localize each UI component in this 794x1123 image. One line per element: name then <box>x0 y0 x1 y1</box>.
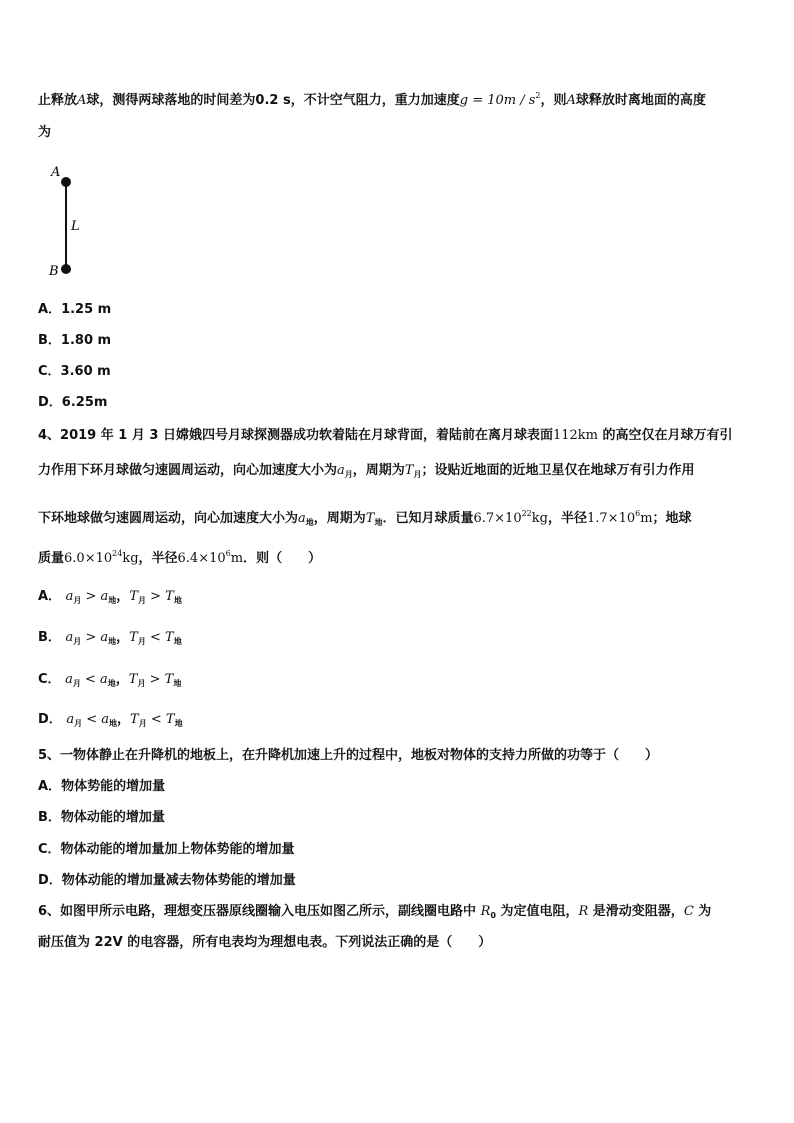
q4-option-c[interactable]: C． $a_月 < a_地$，$T_月 > T_地$ <box>38 672 182 688</box>
label-l: L <box>71 219 80 234</box>
q5-option-b[interactable]: B．物体动能的增加量 <box>38 810 165 825</box>
q4-stem-line-1: 4、2019 年 1 月 3 日嫦娥四号月球探测器成功软着陆在月球背面，着陆前在离月球表面112km 的高空仅在月球万有引 <box>38 428 733 443</box>
q4-stem-line-4: 质量$6.0\times 10^{24}kg$，半径$6.4\times 10^6m$．则（ ） <box>38 549 322 566</box>
q4-stem-line-3: 下环地球做匀速圆周运动，向心加速度大小为$a_地$，周期为$T_地$．已知月球质量$6.7\times 10^{22}kg$，半径$1.7\times 10^6m$；地球 <box>38 509 692 527</box>
label-b: B <box>49 264 59 279</box>
q3-option-c[interactable]: C．3.60 m <box>38 364 111 379</box>
q4-option-a[interactable]: A． $a_月 > a_地$，$T_月 > T_地$ <box>38 589 182 605</box>
q4-stem-line-2: 力作用下环月球做匀速圆周运动，向心加速度大小为$a_月$，周期为$T_月$；设贴近地面的近地卫星仅在地球万有引力作用 <box>38 463 695 479</box>
q3-stem-line-2: 为 <box>38 125 52 140</box>
label-a: A <box>51 165 61 180</box>
q3-option-d[interactable]: D．6.25m <box>38 395 108 410</box>
q3-option-a[interactable]: A．1.25 m <box>38 302 112 317</box>
q3-figure-rod <box>44 160 104 280</box>
q3-stem-line-1: 止释放A球，测得两球落地的时间差为0.2 s，不计空气阻力，重力加速度$g = 10m / s^2$，则A球释放时离地面的高度 <box>38 91 706 108</box>
q5-option-a[interactable]: A．物体势能的增加量 <box>38 779 166 794</box>
q5-option-c[interactable]: C．物体动能的增加量加上物体势能的增加量 <box>38 842 295 857</box>
q6-stem-line-2: 耐压值为 22V 的电容器，所有电表均为理想电表。下列说法正确的是（ ） <box>38 935 492 950</box>
ball-b <box>61 264 71 274</box>
q5-option-d[interactable]: D．物体动能的增加量减去物体势能的增加量 <box>38 873 296 888</box>
ball-a <box>61 177 71 187</box>
q5-stem: 5、一物体静止在升降机的地板上，在升降机加速上升的过程中，地板对物体的支持力所做的功等于（ ） <box>38 748 659 763</box>
q4-option-d[interactable]: D． $a_月 < a_地$，$T_月 < T_地$ <box>38 712 183 728</box>
q4-option-b[interactable]: B． $a_月 > a_地$，$T_月 < T_地$ <box>38 630 182 646</box>
q6-stem-line-1: 6、如图甲所示电路，理想变压器原线圈输入电压如图乙所示，副线圈电路中 $R_0$ 为定值电阻，R 是滑动变阻器，C 为 <box>38 904 712 920</box>
gravity-formula: g = 10m / s <box>459 93 536 108</box>
rod-diagram <box>44 160 104 280</box>
q3-option-b[interactable]: B．1.80 m <box>38 333 112 348</box>
